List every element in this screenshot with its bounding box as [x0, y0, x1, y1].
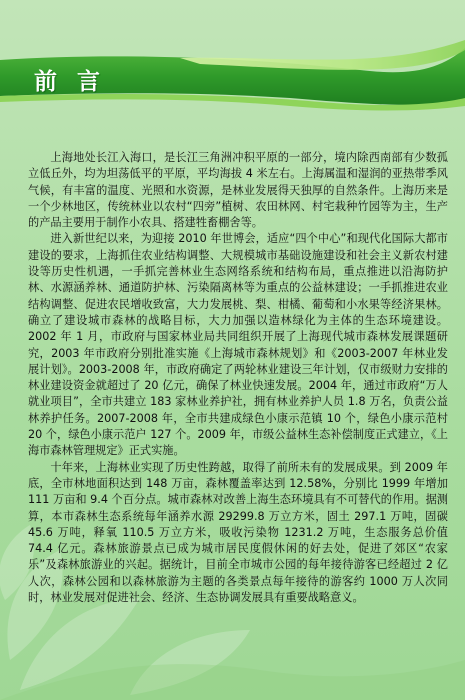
page-title: 前 言: [34, 69, 107, 95]
preface-body: [28, 150, 448, 606]
paragraph: 进入新世纪以来，为迎接 2010 年世博会，适应“四个中心”和现代化国际大都市建设的要求，上海抓住农业结构调整、大规模城市基础设施建设和社会主义新农村建设等历史性机遇，一手抓完善林业生态网络系统和结构布局，重点推进以沿海防护林、水源涵养林、通道防护林、污染隔离林等为重点的公益林建设；一手抓推进农业结构调整、促进农民增收致富，大力发展桃、梨、柑橘、葡萄和小水果等经济果林。确立了建设城市森林的战略目标，大力加强以造林绿化为主体的生态环境建设。2002 年 1 月，市政府与国家林业局共同组织开展了上海现代城市森林发展课题研究，2003 年市政府分别批准实施《上海城市森林规划》和《2003-2007 年林业发展计划》。2003-2008 年，市政府确定了两轮林业建设三年计划，仅市级财力安排的林业建设资金就超过了 20 亿元，确保了林业快速发展。2004 年，通过市政府“万人就业项目”，全市共建立 183 家林业养护社，拥有林业养护人员 1.8 万名，负责公益林养护任务。2007-2008 年，全市共建成绿色小康示范镇 10 个，绿色小康示范村 20 个，绿色小康示范户 127 个。2009 年，市级公益林生态补偿制度正式建立，《上海市森林管理规定》正式实施。: [28, 232, 448, 458]
header-banner: [0, 0, 465, 116]
paragraph: 上海地处长江入海口，是长江三角洲冲积平原的一部分，境内除西南部有少数孤立低丘外，均为坦荡低平的平原，平均海拔 4 米左右。上海属温和湿润的亚热带季风气候，有丰富的温度、光照和水资源，是林业发展得天独厚的自然条件。上海历来是一个少林地区，传统林业以农村“四旁”植树、农田林网、村宅栽种竹园等为主，生产的产品主要用于制作小农具、搭建牲畜棚舍等。: [28, 151, 448, 230]
paragraph: 十年来，上海林业实现了历史性跨越，取得了前所未有的发展成果。到 2009 年底，全市林地面积达到 148 万亩，森林覆盖率达到 12.58%，分别比 1999 年增加 111 万亩和 9.4 个百分点。城市森林对改善上海生态环境具有不可替代的作用。据测算，本市森林生态系统每年涵养水源 29299.8 万立方米，固土 297.1 万吨，固碳 45.6 万吨，释氧 110.5 万立方米，吸收污染物 1231.2 万吨，生态服务总价值 74.4 亿元。森林旅游景点已成为城市居民度假休闲的好去处，促进了郊区“农家乐”及森林旅游业的兴起。据统计，目前全市城市公园的每年接待游客已经超过 2 亿人次，森林公园和以森林旅游为主题的各类景点每年接待的游客约 1000 万人次同时，林业发展对促进社会、经济、生态协调发展具有重要战略意义。: [28, 460, 448, 605]
